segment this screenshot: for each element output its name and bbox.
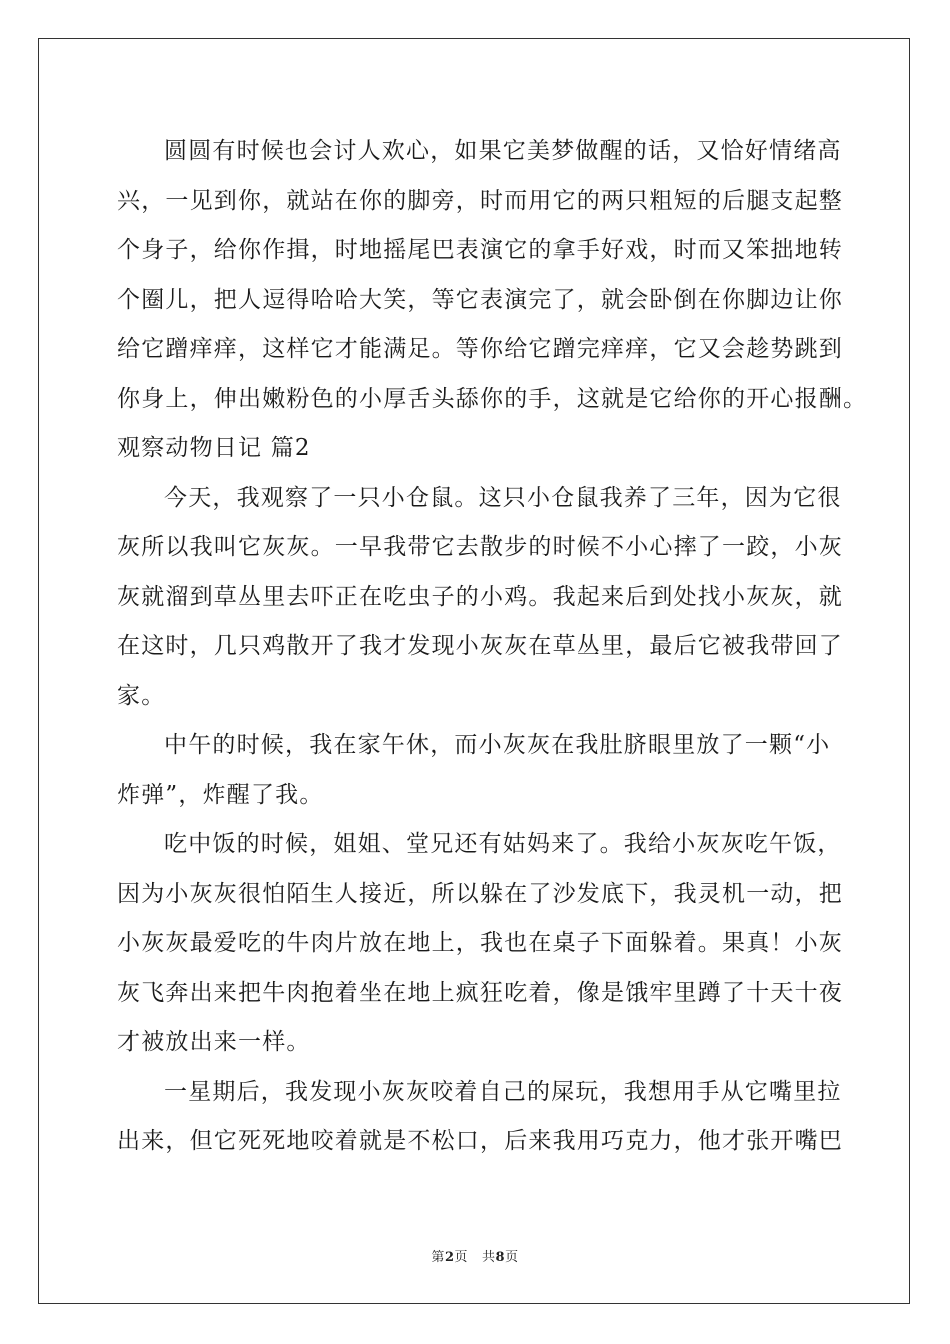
- text-line: 给它蹭痒痒，这样它才能满足。等你给它蹭完痒痒，它又会趁势跳到: [117, 336, 843, 362]
- page-total: 共8页: [482, 1250, 519, 1265]
- text-line: 今天，我观察了一只小仓鼠。这只小仓鼠我养了三年，因为它很: [164, 484, 842, 511]
- text-line: 炸弹”，炸醒了我。: [117, 781, 324, 808]
- text-line: 你身上，伸出嫩粉色的小厚舌头舔你的手，这就是它给你的开心报酬。: [117, 385, 868, 412]
- text-line: 一星期后，我发现小灰灰咬着自己的屎玩，我想用手从它嘴里拉: [164, 1078, 842, 1105]
- text-line: 圆圆有时候也会讨人欢心，如果它美梦做醒的话，又恰好情绪高: [164, 138, 842, 164]
- section-heading: 观察动物日记 篇2: [117, 435, 311, 461]
- text-line: 吃中饭的时候，姐姐、堂兄还有姑妈来了。我给小灰灰吃午饭，: [164, 831, 842, 857]
- text-line: 因为小灰灰很怕陌生人接近，所以躲在了沙发底下，我灵机一动，把: [117, 880, 843, 907]
- text-line: 才被放出来一样。: [117, 1029, 311, 1055]
- text-line: 在这时，几只鸡散开了我才发现小灰灰在草丛里，最后它被我带回了: [117, 633, 843, 659]
- text-line: 出来，但它死死地咬着就是不松口，后来我用巧克力，他才张开嘴巴: [117, 1128, 843, 1154]
- text-line: 家。: [117, 682, 166, 709]
- text-line: 小灰灰最爱吃的牛肉片放在地上，我也在桌子下面躲着。果真！小灰: [117, 930, 843, 956]
- text-line: 个圈儿，把人逗得哈哈大笑，等它表演完了，就会卧倒在你脚边让你: [117, 286, 843, 313]
- text-line: 兴，一见到你，就站在你的脚旁，时而用它的两只粗短的后腿支起整: [117, 187, 843, 214]
- page-number: 第2页: [431, 1250, 468, 1265]
- text-line: 灰所以我叫它灰灰。一早我带它去散步的时候不小心摔了一跤，小灰: [117, 534, 843, 560]
- document-body: [117, 127, 868, 1167]
- text-line: 灰飞奔出来把牛肉抱着坐在地上疯狂吃着，像是饿牢里蹲了十天十夜: [117, 979, 843, 1006]
- text-line: 灰就溜到草丛里去吓正在吃虫子的小鸡。我起来后到处找小灰灰，就: [117, 583, 843, 610]
- text-line: 个身子，给你作揖，时地摇尾巴表演它的拿手好戏，时而又笨拙地转: [117, 237, 843, 263]
- text-line: 中午的时候，我在家午休，而小灰灰在我肚脐眼里放了一颗“小: [164, 732, 831, 758]
- page-footer: [0, 1246, 950, 1265]
